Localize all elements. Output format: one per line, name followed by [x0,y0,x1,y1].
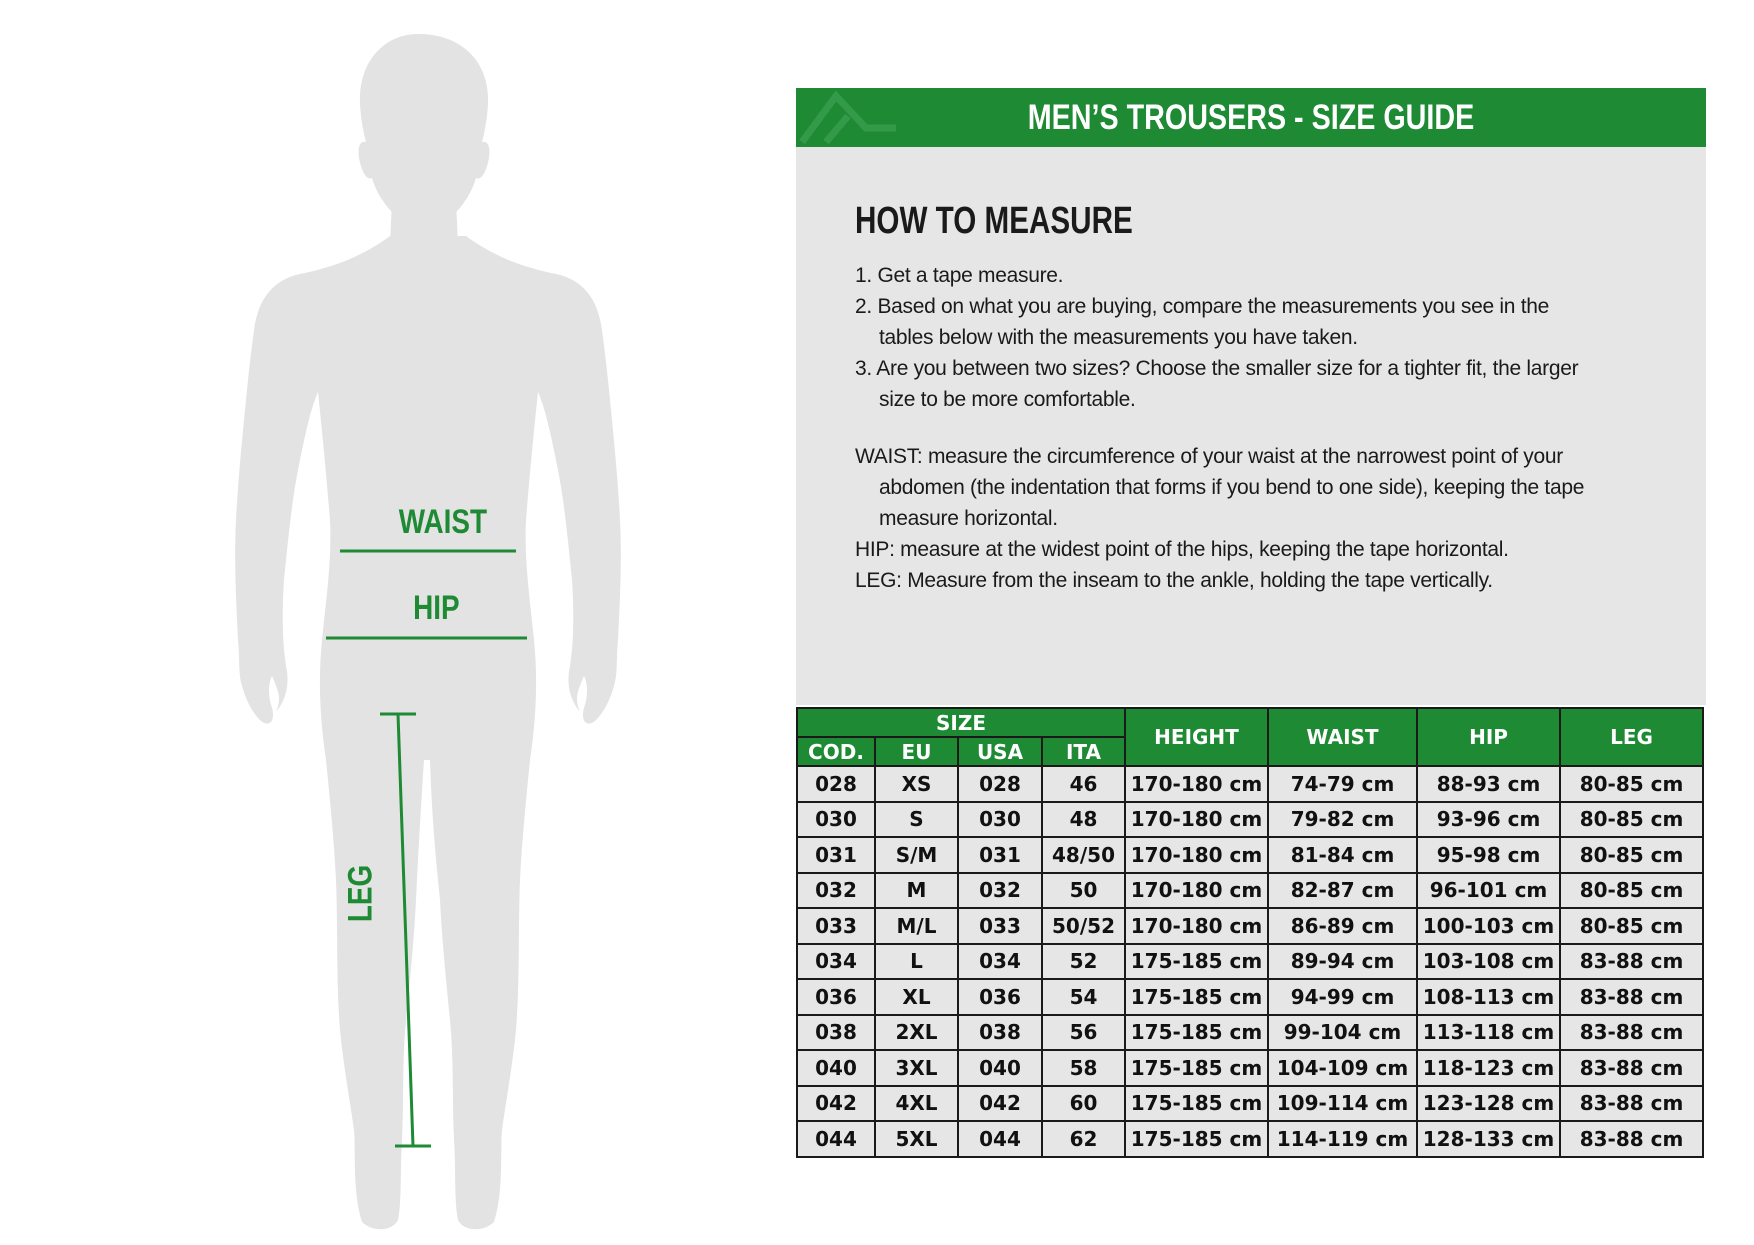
cell-ita: 48 [1042,802,1125,838]
table-row [797,979,1703,1015]
table-row [797,1015,1703,1051]
cell-hip: 100-103 cm [1417,908,1560,944]
table-row [797,908,1703,944]
cell-waist: 114-119 cm [1268,1121,1417,1157]
cell-leg: 80-85 cm [1560,873,1703,909]
size-table [796,707,1704,1158]
cell-leg: 80-85 cm [1560,802,1703,838]
table-row [797,873,1703,909]
cell-height: 175-185 cm [1125,1015,1268,1051]
waist-definition-cont: abdomen (the indentation that forms if you bend to one side), keeping the tape [879,476,1585,499]
cell-ita: 46 [1042,766,1125,802]
cell-leg: 83-88 cm [1560,1121,1703,1157]
col-header-leg: LEG [1560,708,1703,766]
cell-cod: 040 [797,1050,875,1086]
cell-height: 170-180 cm [1125,802,1268,838]
cell-leg: 80-85 cm [1560,766,1703,802]
cell-usa: 031 [958,837,1042,873]
col-header-eu: EU [875,737,958,766]
cell-ita: 56 [1042,1015,1125,1051]
cell-height: 170-180 cm [1125,837,1268,873]
waist-definition-cont2: measure horizontal. [879,507,1058,530]
cell-usa: 044 [958,1121,1042,1157]
cell-hip: 103-108 cm [1417,944,1560,980]
cell-usa: 034 [958,944,1042,980]
cell-cod: 030 [797,802,875,838]
cell-ita: 60 [1042,1086,1125,1122]
cell-eu: 4XL [875,1086,958,1122]
cell-eu: 3XL [875,1050,958,1086]
col-header-cod: COD. [797,737,875,766]
cell-usa: 042 [958,1086,1042,1122]
cell-cod: 042 [797,1086,875,1122]
cell-height: 170-180 cm [1125,908,1268,944]
step-2-cont: tables below with the measurements you have taken. [879,326,1358,349]
cell-eu: L [875,944,958,980]
cell-waist: 79-82 cm [1268,802,1417,838]
cell-waist: 94-99 cm [1268,979,1417,1015]
cell-usa: 036 [958,979,1042,1015]
waist-definition: WAIST: measure the circumference of your waist at the narrowest point of your [855,445,1563,468]
cell-eu: XS [875,766,958,802]
cell-waist: 74-79 cm [1268,766,1417,802]
table-row [797,1121,1703,1157]
cell-ita: 50/52 [1042,908,1125,944]
cell-height: 175-185 cm [1125,1050,1268,1086]
cell-cod: 038 [797,1015,875,1051]
how-to-measure-heading: HOW TO MEASURE [855,200,1133,242]
cell-leg: 83-88 cm [1560,1050,1703,1086]
cell-height: 170-180 cm [1125,873,1268,909]
cell-cod: 028 [797,766,875,802]
col-header-hip: HIP [1417,708,1560,766]
cell-eu: S [875,802,958,838]
table-row [797,1050,1703,1086]
table-row [797,766,1703,802]
cell-usa: 032 [958,873,1042,909]
cell-hip: 128-133 cm [1417,1121,1560,1157]
cell-leg: 83-88 cm [1560,1015,1703,1051]
cell-hip: 95-98 cm [1417,837,1560,873]
size-guide-panel [796,88,1706,705]
cell-cod: 034 [797,944,875,980]
cell-hip: 118-123 cm [1417,1050,1560,1086]
cell-ita: 54 [1042,979,1125,1015]
cell-hip: 108-113 cm [1417,979,1560,1015]
cell-waist: 89-94 cm [1268,944,1417,980]
cell-ita: 62 [1042,1121,1125,1157]
cell-waist: 81-84 cm [1268,837,1417,873]
cell-usa: 038 [958,1015,1042,1051]
cell-hip: 113-118 cm [1417,1015,1560,1051]
cell-height: 175-185 cm [1125,979,1268,1015]
cell-eu: M/L [875,908,958,944]
cell-hip: 96-101 cm [1417,873,1560,909]
table-row [797,802,1703,838]
hip-definition: HIP: measure at the widest point of the hips, keeping the tape horizontal. [855,538,1509,561]
cell-eu: XL [875,979,958,1015]
col-header-ita: ITA [1042,737,1125,766]
size-table-body [797,766,1703,1157]
instruction-steps [855,260,1675,415]
cell-waist: 86-89 cm [1268,908,1417,944]
cell-eu: 2XL [875,1015,958,1051]
measurement-definitions [855,441,1675,596]
title-banner [796,88,1706,147]
cell-height: 175-185 cm [1125,944,1268,980]
cell-usa: 030 [958,802,1042,838]
cell-cod: 044 [797,1121,875,1157]
cell-hip: 88-93 cm [1417,766,1560,802]
hip-label: HIP [413,589,460,627]
cell-height: 170-180 cm [1125,766,1268,802]
page-title: MEN’S TROUSERS - SIZE GUIDE [1027,98,1475,137]
step-3-cont: size to be more comfortable. [879,388,1136,411]
cell-leg: 80-85 cm [1560,837,1703,873]
size-group-header: SIZE [797,708,1125,737]
body-silhouette [0,0,700,1240]
cell-ita: 52 [1042,944,1125,980]
cell-cod: 032 [797,873,875,909]
table-row [797,1086,1703,1122]
col-header-usa: USA [958,737,1042,766]
cell-waist: 109-114 cm [1268,1086,1417,1122]
cell-leg: 83-88 cm [1560,979,1703,1015]
cell-leg: 80-85 cm [1560,908,1703,944]
step-3: 3. Are you between two sizes? Choose the smaller size for a tighter fit, the larger [855,357,1579,380]
col-header-height: HEIGHT [1125,708,1268,766]
cell-usa: 028 [958,766,1042,802]
cell-hip: 93-96 cm [1417,802,1560,838]
cell-cod: 033 [797,908,875,944]
col-header-waist: WAIST [1268,708,1417,766]
cell-leg: 83-88 cm [1560,1086,1703,1122]
cell-eu: S/M [875,837,958,873]
step-1: 1. Get a tape measure. [855,264,1064,287]
cell-leg: 83-88 cm [1560,944,1703,980]
cell-height: 175-185 cm [1125,1121,1268,1157]
cell-usa: 033 [958,908,1042,944]
cell-waist: 104-109 cm [1268,1050,1417,1086]
cell-cod: 036 [797,979,875,1015]
body-figure [0,0,700,1240]
waist-label: WAIST [398,503,487,541]
cell-cod: 031 [797,837,875,873]
cell-eu: M [875,873,958,909]
leg-definition: LEG: Measure from the inseam to the ankle, holding the tape vertically. [855,569,1493,592]
table-row [797,944,1703,980]
table-row [797,837,1703,873]
step-2: 2. Based on what you are buying, compare the measurements you see in the [855,295,1549,318]
cell-waist: 82-87 cm [1268,873,1417,909]
cell-ita: 58 [1042,1050,1125,1086]
cell-ita: 48/50 [1042,837,1125,873]
cell-hip: 123-128 cm [1417,1086,1560,1122]
cell-height: 175-185 cm [1125,1086,1268,1122]
cell-usa: 040 [958,1050,1042,1086]
leg-label: LEG [341,864,380,923]
cell-eu: 5XL [875,1121,958,1157]
cell-ita: 50 [1042,873,1125,909]
cell-waist: 99-104 cm [1268,1015,1417,1051]
